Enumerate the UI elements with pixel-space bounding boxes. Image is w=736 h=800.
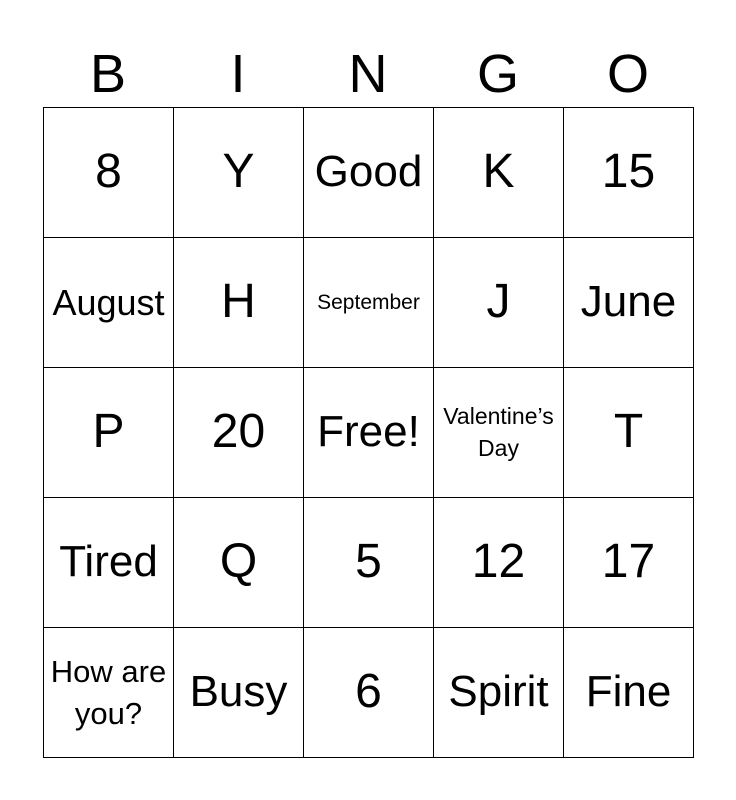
bingo-cell[interactable]: August (43, 237, 174, 368)
header-letter-b: B (89, 44, 127, 104)
bingo-cell[interactable]: Q (173, 497, 304, 628)
bingo-cell[interactable]: 5 (303, 497, 434, 628)
bingo-cell[interactable]: P (43, 367, 174, 498)
bingo-cell[interactable]: 8 (43, 107, 174, 238)
bingo-cell[interactable]: T (563, 367, 694, 498)
free-space-cell[interactable]: Free! (303, 367, 434, 498)
bingo-cell[interactable]: Spirit (433, 627, 564, 758)
bingo-cell[interactable]: J (433, 237, 564, 368)
bingo-cell[interactable]: Good (303, 107, 434, 238)
bingo-cell[interactable]: 15 (563, 107, 694, 238)
bingo-cell[interactable]: September (303, 237, 434, 368)
bingo-cell[interactable]: Busy (173, 627, 304, 758)
bingo-header (43, 40, 693, 108)
bingo-cell[interactable]: Valentine’s Day (433, 367, 564, 498)
bingo-cell[interactable]: K (433, 107, 564, 238)
bingo-cell[interactable]: How are you? (43, 627, 174, 758)
bingo-cell[interactable]: Fine (563, 627, 694, 758)
header-letter-n: N (348, 44, 388, 104)
header-letter-o: O (606, 44, 649, 104)
bingo-cell[interactable]: 12 (433, 497, 564, 628)
bingo-board (43, 107, 693, 757)
bingo-cell[interactable]: 17 (563, 497, 694, 628)
header-letter-g: G (476, 44, 519, 104)
bingo-cell[interactable]: Tired (43, 497, 174, 628)
bingo-cell[interactable]: 6 (303, 627, 434, 758)
bingo-cell[interactable]: H (173, 237, 304, 368)
header-letter-i: I (230, 44, 246, 104)
bingo-cell[interactable]: June (563, 237, 694, 368)
bingo-cell[interactable]: Y (173, 107, 304, 238)
bingo-cell[interactable]: 20 (173, 367, 304, 498)
